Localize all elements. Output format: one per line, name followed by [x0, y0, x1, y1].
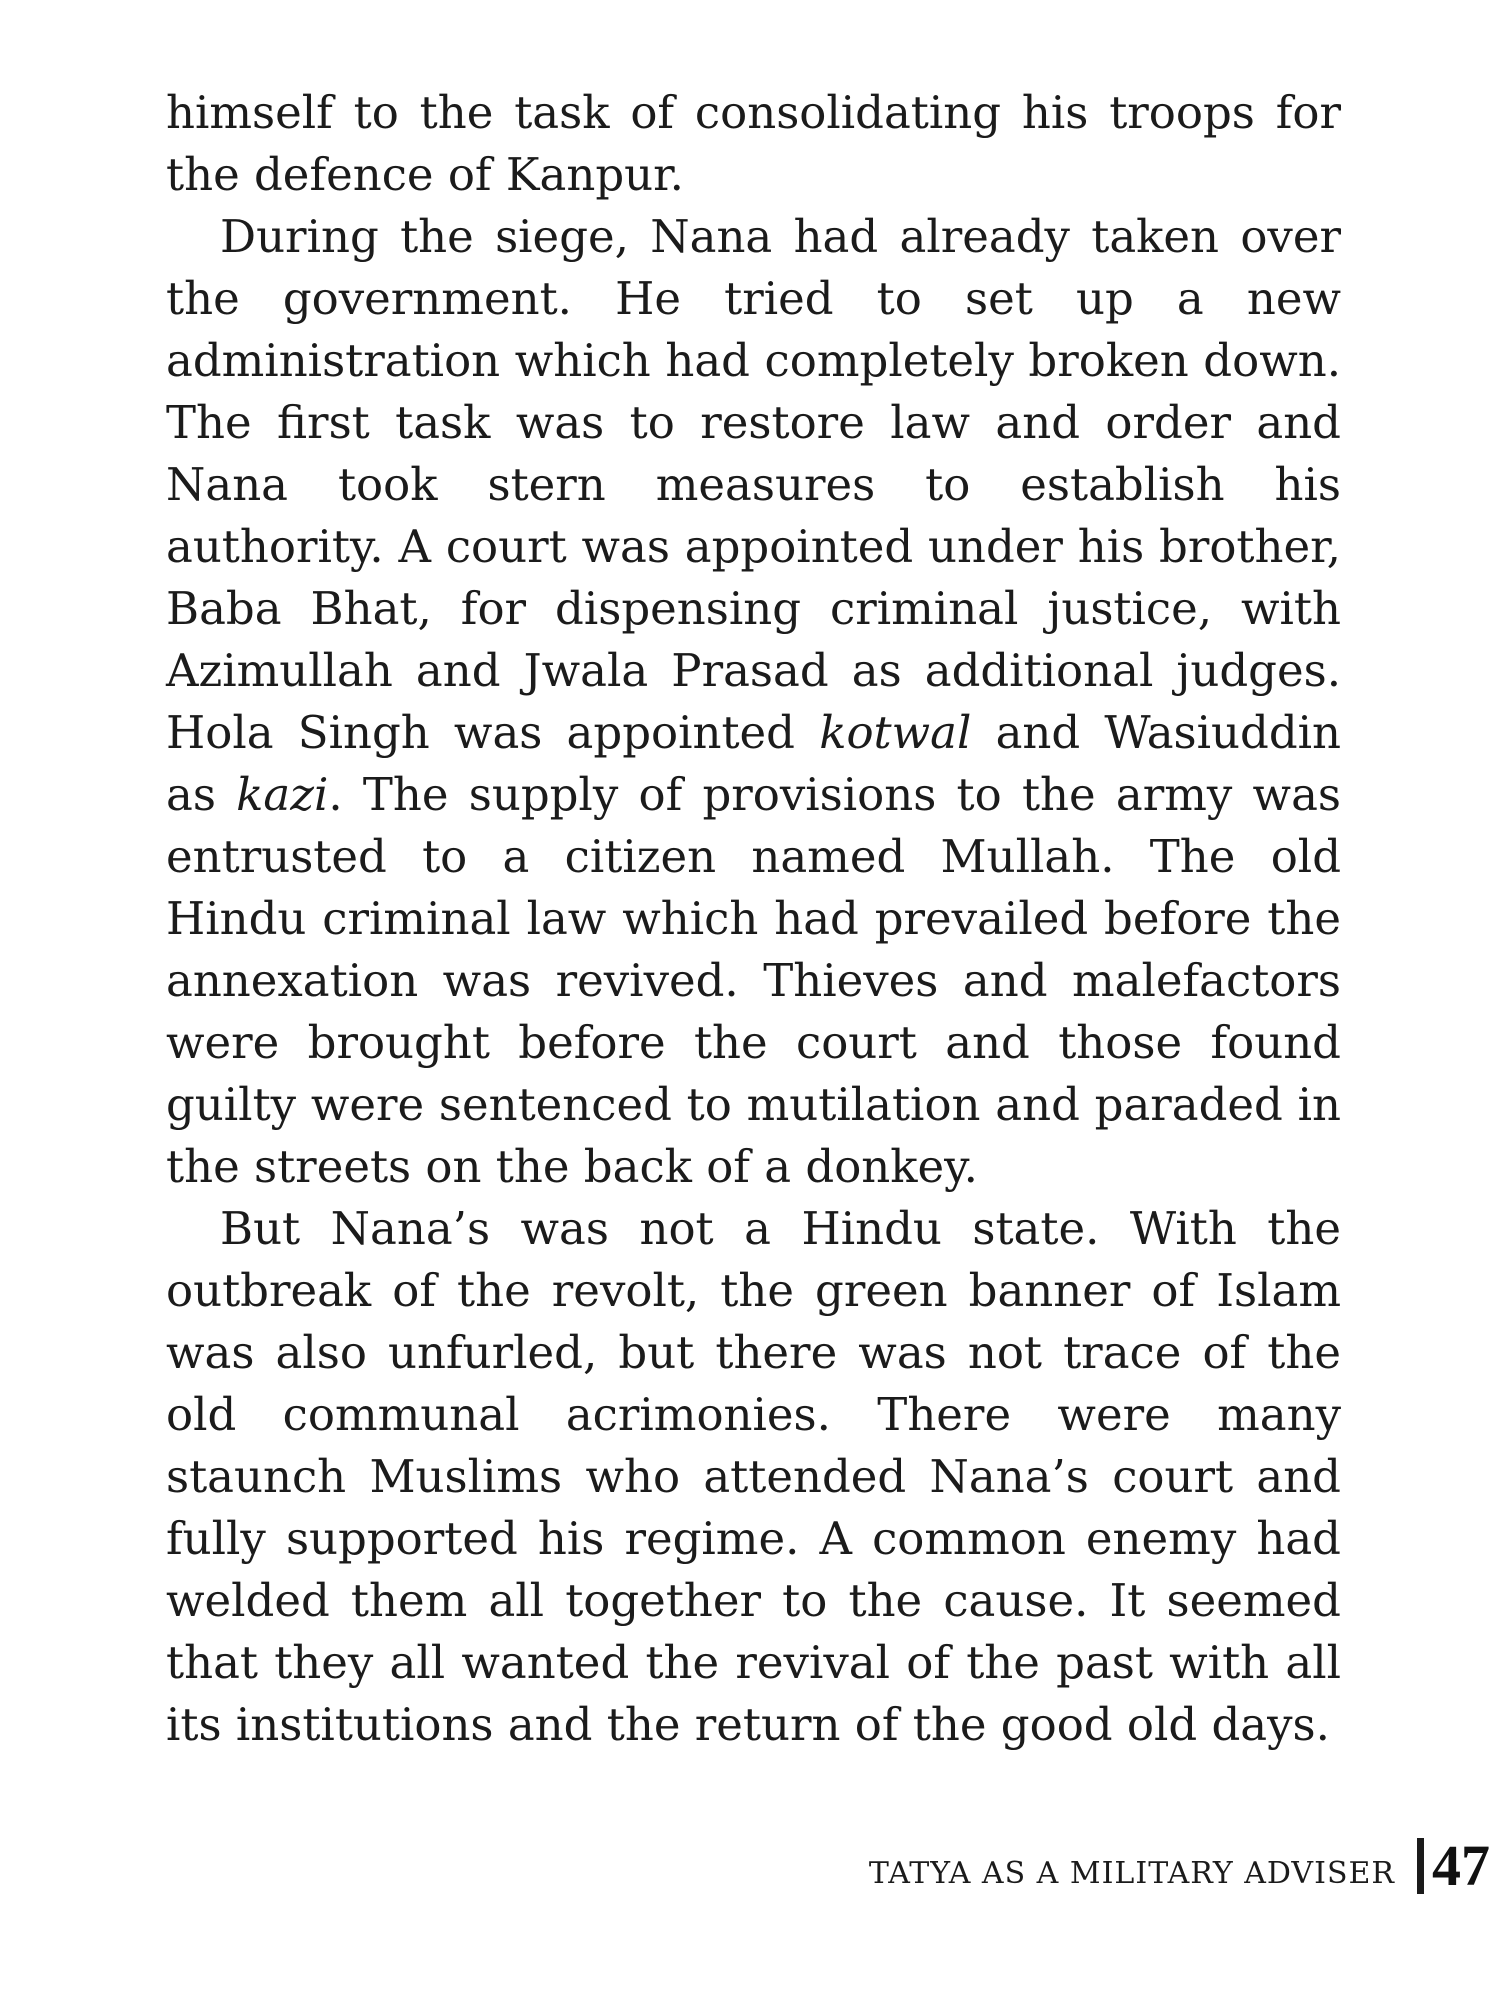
page-footer: [868, 1833, 1490, 1898]
page-number-rule: [1417, 1838, 1424, 1894]
paragraph-1: [166, 82, 1341, 206]
italic-term-kazi: kazi: [236, 768, 329, 821]
body-text: [166, 82, 1341, 1756]
italic-term-kotwal: kotwal: [819, 706, 972, 759]
paragraph-3-text: But Nana’s was not a Hindu state. With the outbreak of the revolt, the green banner of Islam was also unfurled, but there was not trace of the old communal acrimonies. There were many staunch Muslims who attended Nana’s court and fully supported his regime. A common enemy had welded them all together to the cause. It seemed that they all wanted the revival of the past with all its institutions and the return of the good old days.: [166, 1202, 1341, 1751]
paragraph-3: [166, 1198, 1341, 1756]
paragraph-2-text-a: During the siege, Nana had already taken over the government. He tried to set up a new administration which had completely broken down. The first task was to restore law and order and Nana took stern measures to establish his authority. A court was appointed under his brother, Baba Bhat, for dispensing criminal justice, with Azimullah and Jwala Prasad as additional judges. Hola Singh was appointed: [166, 210, 1341, 759]
paragraph-2-text-c: . The supply of provisions to the army was entrusted to a citizen named Mullah. The old Hindu criminal law which had prevailed before the annexation was revived. Thieves and malefactors were brought before the court and those found guilty were sentenced to mutilation and paraded in the streets on the back of a donkey.: [166, 768, 1341, 1193]
paragraph-2: [166, 206, 1341, 1198]
paragraph-1-text: himself to the task of consolidating his troops for the defence of Kanpur.: [166, 86, 1341, 201]
paragraph-2-text-b: and Wasiuddin as: [166, 706, 1341, 821]
running-head: TATYA AS A MILITARY ADVISER: [868, 1855, 1395, 1891]
page-number: 47: [1432, 1833, 1490, 1898]
